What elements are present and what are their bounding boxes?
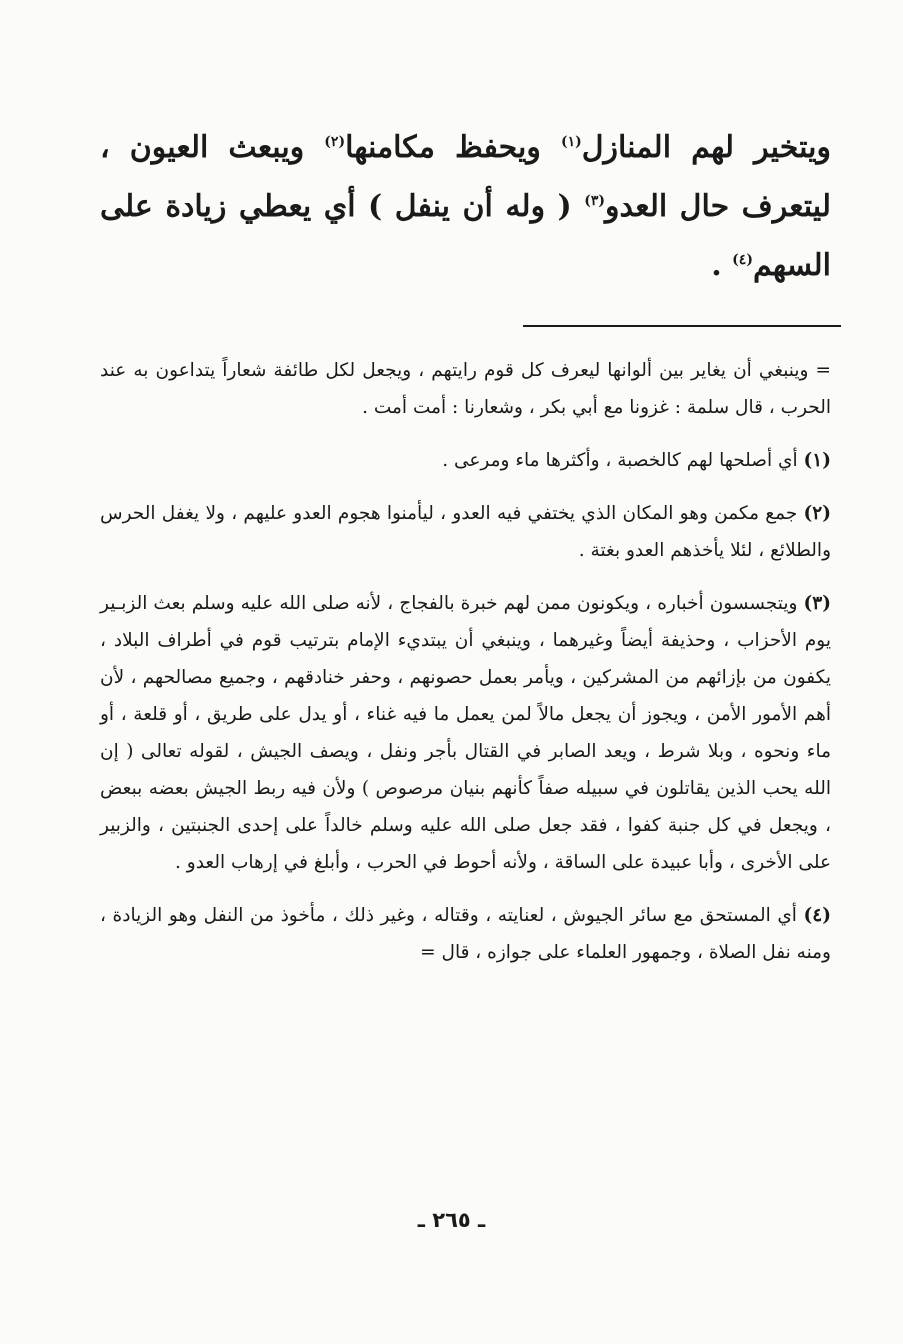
main-text-segment: ويبعث العيون ، ليتعرف حال العدو [100,130,831,224]
footnote-2 [100,495,831,569]
footnote-text: أي المستحق مع سائر الجيوش ، لعنايته ، وقتاله ، وغير ذلك ، مأخوذ من النفل وهو الزيادة ، ومنه نفل الصلاة ، وجمهور العلماء على جوازه ، قال = [100,905,831,963]
footnote-number: (٤) [803,905,831,926]
footnote-4 [100,897,831,971]
footnote-text: جمع مكمن وهو المكان الذي يختفي فيه العدو ، ليأمنوا هجوم العدو عليهم ، ولا يغفل الحرس والطلائع ، لئلا يأخذهم العدو بغتة . [100,503,831,561]
footnote-text: = وينبغي أن يغاير بين ألوانها ليعرف كل قوم رايتهم ، ويجعل لكل طائفة شعاراً يتداعون به عند الحرب ، قال سلمة : غزونا مع أبي بكر ، وشعارنا : أمت أمت . [100,360,831,418]
footnotes-section [100,352,831,987]
footnote-continuation [100,352,831,426]
footnote-number: (١) [803,450,831,471]
main-text-segment: ويتخير لهم المنازل [581,130,831,165]
main-text-segment: ( وله أن ينفل ) أي يعطي زيادة على السهم [100,189,831,283]
footnote-ref-4[interactable]: (٤) [732,252,753,268]
footnote-3 [100,585,831,881]
footnote-number: (٢) [803,503,831,524]
page-number: ـ ٢٦٥ ـ [417,1208,486,1232]
main-text-segment: ويحفظ مكامنها [345,130,561,165]
footnote-ref-1[interactable]: (١) [560,134,582,150]
footnote-number: (٣) [803,593,831,614]
footnote-text: أي أصلحها لهم كالخصبة ، وأكثرها ماء ومرعى . [442,450,804,471]
main-text [100,118,831,295]
footnote-ref-3[interactable]: (٣) [584,193,605,209]
footnote-text: ويتجسسون أخباره ، ويكونون ممن لهم خبرة بالفجاج ، لأنه صلى الله عليه وسلم بعث الزبـير يوم الأحزاب ، وحذيفة أيضاً وغيرهما ، وينبغي أن يبتديء الإمام بترتيب قوم في أطراف البلاد ، يكفون من بإزائهم من المشركين ، ويأمر بعمل حصونهم ، وحفر خنادقهم ، وجميع مصالحهم ، لأن أهم الأمور الأمن ، ويجوز أن يجعل مالاً لمن يعمل ما فيه غناء ، أو يدل على طريق ، أو قلعة ، أو ماء ونحوه ، وبلا شرط ، ويعد الصابر في القتال بأجر ونفل ، ويصف الجيش ، لقوله تعالى ( إن الله يحب الذين يقاتلون في سبيله صفاً كأنهم بنيان مرصوص ) ولأن فيه ربط الجيش بعضه ببعض ، ويجعل في كل جنبة كفوا ، فقد جعل صلى الله عليه وسلم خالداً على إحدى الجنبتين ، والزبير على الأخرى ، وأبا عبيدة على الساقة ، ولأنه أحوط في الحرب ، وأبلغ في إرهاب العدو . [100,593,831,873]
footnote-ref-2[interactable]: (٢) [324,134,346,150]
footnote-1 [100,442,831,479]
main-text-segment: . [711,248,733,283]
footnote-separator [523,325,841,327]
